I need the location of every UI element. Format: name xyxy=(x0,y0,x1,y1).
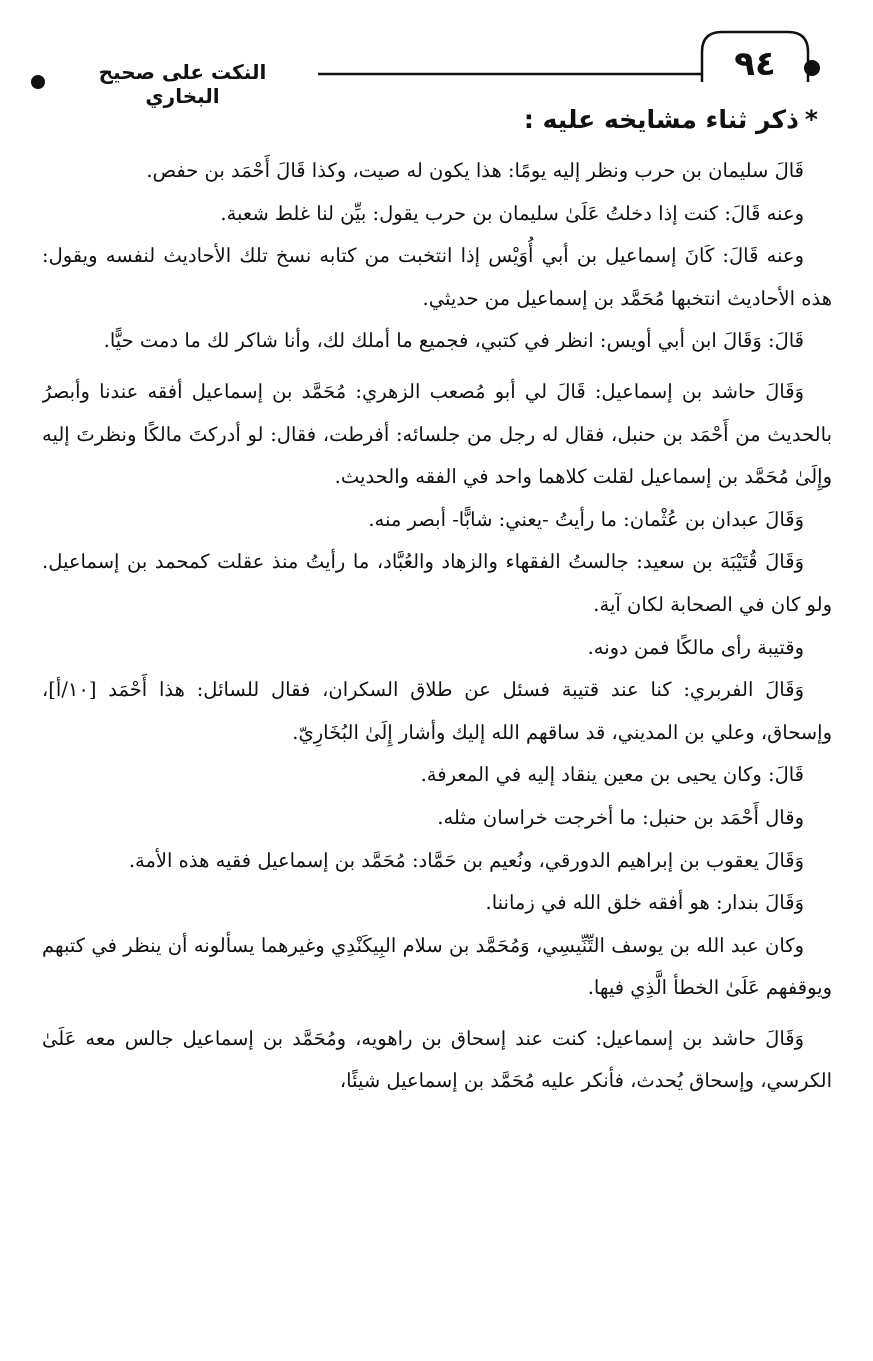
running-title: النكت على صحيح البخاري xyxy=(98,60,267,108)
page-number: ٩٤ xyxy=(734,44,776,84)
paragraph: وعنه قَالَ: كنت إذا دخلتُ عَلَىٰ سليمان بن حرب يقول: بيِّن لنا غلط شعبة. xyxy=(220,201,804,225)
body-text xyxy=(42,150,832,1345)
paragraph: وقال أَحْمَد بن حنبل: ما أخرجت خراسان مثله. xyxy=(437,805,804,829)
page-header xyxy=(0,0,873,110)
paragraph: قَالَ: وَقَالَ ابن أبي أويس: انظر في كتبي، فجميع ما أملك لك، وأنا شاكر لك ما دمت حيًّا. xyxy=(103,329,804,353)
paragraph: وَقَالَ الفربري: كنا عند قتيبة فسئل عن طلاق السكران، فقال للسائل: هذا أَحْمَد [١٠/أ]، وإسحاق، وعلي بن المديني، قد ساقهم الله إليك وأشار إِلَىٰ البُخَارِيّ. xyxy=(42,678,832,744)
paragraph: قَالَ: وكان يحيى بن معين ينقاد إليه في المعرفة. xyxy=(420,763,804,787)
paragraph: قَالَ سليمان بن حرب ونظر إليه يومًا: هذا يكون له صيت، وكذا قَالَ أَحْمَد بن حفص. xyxy=(146,159,804,182)
paragraph: وَقَالَ يعقوب بن إبراهيم الدورقي، ونُعيم بن حَمَّاد: مُحَمَّد بن إسماعيل فقيه هذه الأمة. xyxy=(128,848,804,872)
paragraph: وَقَالَ حاشد بن إسماعيل: كنت عند إسحاق بن راهويه، ومُحَمَّد بن إسماعيل جالس معه عَلَىٰ الكرسي، وإسحاق يُحدث، فأنكر عليه مُحَمَّد بن إسماعيل شيئًا، xyxy=(42,1026,832,1093)
left-dot-ornament xyxy=(31,75,45,89)
paragraph: وَقَالَ قُتَيْبَة بن سعيد: جالستُ الفقهاء والزهاد والعُبَّاد، ما رأيتُ منذ عقلت كمحمد بن إسماعيل. ولو كان في الصحابة لكان آية. xyxy=(42,550,832,616)
paragraph: وَقَالَ حاشد بن إسماعيل: قَالَ لي أبو مُصعب الزهري: مُحَمَّد بن إسماعيل أفقه عندنا وأبصرُ بالحديث من أَحْمَد بن حنبل، فقال له رجل من جلسائه: أفرطت، فقال: لو أدركتَ مالكًا ونظرتَ إليه وإِلَىٰ مُحَمَّد بن إسماعيل لقلت كلاهما واحد في الفقه والحديث. xyxy=(42,379,832,489)
right-dot-ornament xyxy=(804,60,820,76)
section-heading-text: ذكر ثناء مشايخه عليه : xyxy=(523,105,799,134)
star-ornament-icon: * xyxy=(804,105,818,134)
paragraph: وقتيبة رأى مالكًا فمن دونه. xyxy=(587,635,804,659)
section-heading xyxy=(524,105,818,134)
paragraph: وَقَالَ عبدان بن عُثْمان: ما رأيتُ -يعني: شابًّا- أبصر منه. xyxy=(368,507,804,531)
paragraph: وَقَالَ بندار: هو أفقه خلق الله في زماننا. xyxy=(485,891,804,915)
paragraph: وكان عبد الله بن يوسف التِّنِّيسِي، وَمُحَمَّد بن سلام البِيكَنْدِي وغيرهما يسألونه أن ينظر في كتبهم ويوقفهم عَلَىٰ الخطأ الَّذِي فيها. xyxy=(42,933,832,1000)
paragraph: وعنه قَالَ: كَانَ إسماعيل بن أبي أُوَيْس إذا انتخبت من كتابه نسخ تلك الأحاديث لنفسه ويقول: هذه الأحاديث انتخبها مُحَمَّد بن إسماعيل من حديثي. xyxy=(42,244,832,310)
